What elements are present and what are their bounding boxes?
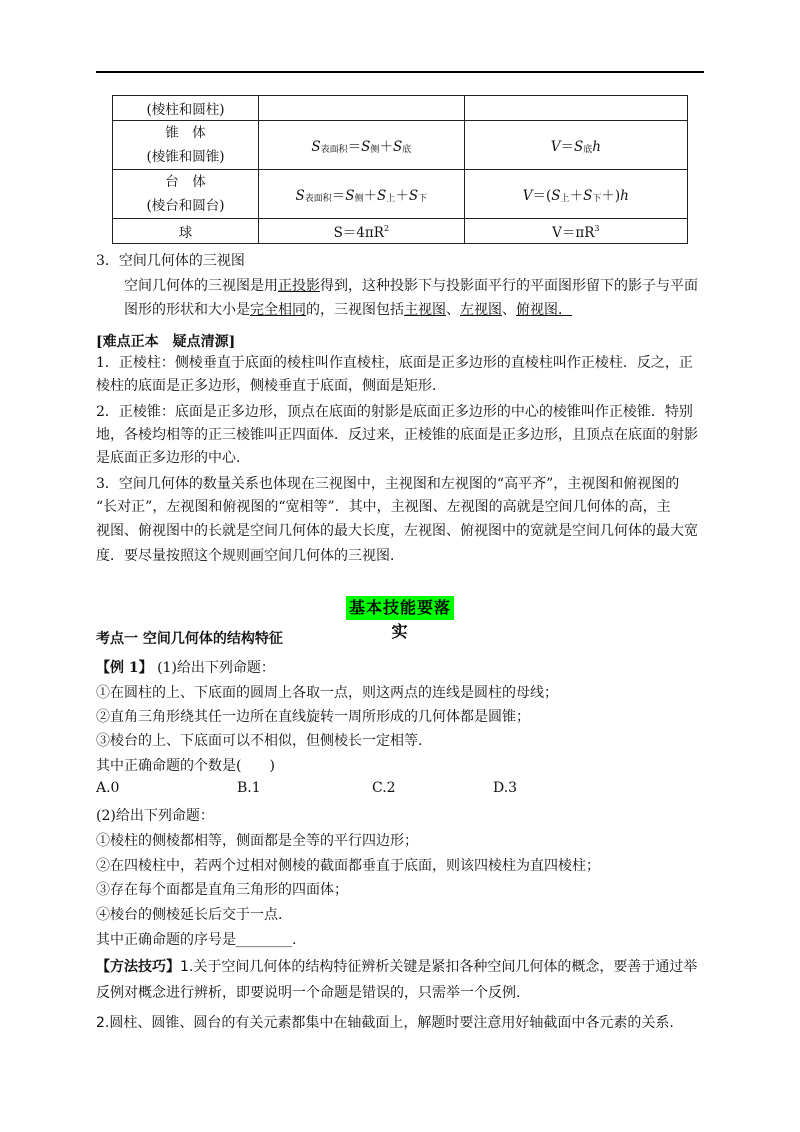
list-item: ①在圆柱的上、下底面的圆周上各取一点，则这两点的连线是圆柱的母线； — [96, 685, 558, 701]
paragraph-line: 3．空间几何体的数量关系也体现在三视图中，主视图和左视图的“高平齐”，主视图和俯视图的 — [96, 476, 680, 492]
question-line: 其中正确命题的个数是( ) — [96, 758, 275, 774]
volume-formula: V＝S底h — [464, 121, 687, 170]
table-row — [113, 219, 688, 244]
example-label: 【例 1】 — [96, 660, 153, 676]
paragraph-line: “长对正”，左视图和俯视图的“宽相等”．其中，主视图、左视图的高就是空间几何体的高，主 — [96, 499, 671, 515]
kaodian-heading: 考点一 空间几何体的结构特征 — [96, 631, 283, 647]
table-cell — [259, 96, 465, 121]
method-line: 2.圆柱、圆锥、圆台的有关元素都集中在轴截面上，解题时要注意用好轴截面中各元素的关系. — [96, 1015, 674, 1031]
surface-area-formula: S表面积＝S侧＋S底 — [259, 121, 465, 170]
formula-text: V＝πR — [552, 225, 595, 241]
table-cell: (棱柱和圆柱) — [113, 96, 259, 121]
option-c: C.2 — [372, 780, 396, 796]
paragraph-line: 地，各棱均相等的正三棱锥叫正四面体．反过来，正棱锥的底面是正多边形，且顶点在底面的射影 — [96, 427, 698, 443]
formula-text: S＝4πR — [333, 225, 384, 241]
section-banner: 基本技能要落实 — [346, 596, 454, 620]
solid-sub: (棱台和圆台) — [146, 198, 225, 214]
surface-area-formula — [259, 219, 465, 244]
method-line: 反例对概念进行辨析，即要说明一个命题是错误的，只需举一个反例. — [96, 985, 521, 1001]
paragraph-line: 2．正棱锥：底面是正多边形，顶点在底面的射影是底面正多边形的中心的棱锥叫作正棱锥．特别 — [96, 404, 693, 420]
paragraph-line: 是底面正多边形的中心． — [96, 450, 250, 466]
table-row — [113, 170, 688, 219]
list-item: ①棱柱的侧棱都相等，侧面都是全等的平行四边形； — [96, 833, 418, 849]
list-item: ②在四棱柱中，若两个过相对侧棱的截面都垂直于底面，则该四棱柱为直四棱柱； — [96, 858, 600, 874]
list-item: ③存在每个面都是直角三角形的四面体； — [96, 882, 348, 898]
method-label: 【方法技巧】 — [96, 959, 180, 975]
paragraph-line: 棱柱的底面是正多边形，侧棱垂直于底面，侧面是矩形． — [96, 378, 446, 394]
paragraph-line: 空间几何体的三视图是用正投影得到，这种投影下与投影面平行的平面图形留下的影子与平面 — [124, 278, 698, 294]
example-intro: 【例 1】 (1)给出下列命题： — [96, 660, 275, 676]
part-heading: (2)给出下列命题： — [96, 808, 214, 824]
solid-name: 锥 体 — [165, 125, 206, 141]
table-cell — [113, 121, 259, 170]
option-a: A.0 — [96, 780, 120, 796]
paragraph-line: 视图、俯视图中的长就是空间几何体的最大长度，左视图、俯视图中的宽就是空间几何体的最大宽 — [96, 523, 698, 539]
question-line: 其中正确命题的序号是________. — [96, 932, 297, 948]
table-cell — [464, 96, 687, 121]
paragraph-line: 度．要尽量按照这个规则画空间几何体的三视图． — [96, 548, 404, 564]
volume-formula — [464, 219, 687, 244]
surface-area-formula: S表面积＝S侧＋S上＋S下 — [259, 170, 465, 219]
list-item: ③棱台的上、下底面可以不相似，但侧棱长一定相等. — [96, 733, 423, 749]
paragraph-line: 图形的形状和大小是完全相同的，三视图包括主视图、左视图、俯视图． — [124, 302, 572, 318]
list-item: ②直角三角形绕其任一边所在直线旋转一周所形成的几何体都是圆锥； — [96, 709, 530, 725]
solid-sub: (棱锥和圆锥) — [146, 149, 225, 165]
table-row — [113, 96, 688, 121]
difficulty-heading: [难点正本 疑点清源] — [96, 334, 236, 350]
exponent: 2 — [383, 224, 390, 233]
section-title: 3．空间几何体的三视图 — [96, 253, 245, 269]
header-rule — [96, 71, 704, 73]
paragraph-line: 1．正棱柱：侧棱垂直于底面的棱柱叫作直棱柱，底面是正多边形的直棱柱叫作正棱柱．反之，正 — [96, 355, 693, 371]
exponent: 3 — [594, 224, 600, 233]
option-d: D.3 — [493, 780, 518, 796]
list-item: ④棱台的侧棱延长后交于一点. — [96, 907, 283, 923]
table-row — [113, 121, 688, 170]
formula-table — [112, 95, 688, 244]
table-cell — [113, 170, 259, 219]
solid-name: 台 体 — [165, 174, 206, 190]
option-b: B.1 — [237, 780, 261, 796]
volume-formula: V＝(S上＋S下＋)h — [464, 170, 687, 219]
solid-name: 球 — [113, 219, 259, 244]
method-line: 【方法技巧】1.关于空间几何体的结构特征辨析关键是紧扣各种空间几何体的概念，要善于通过举 — [96, 959, 698, 975]
